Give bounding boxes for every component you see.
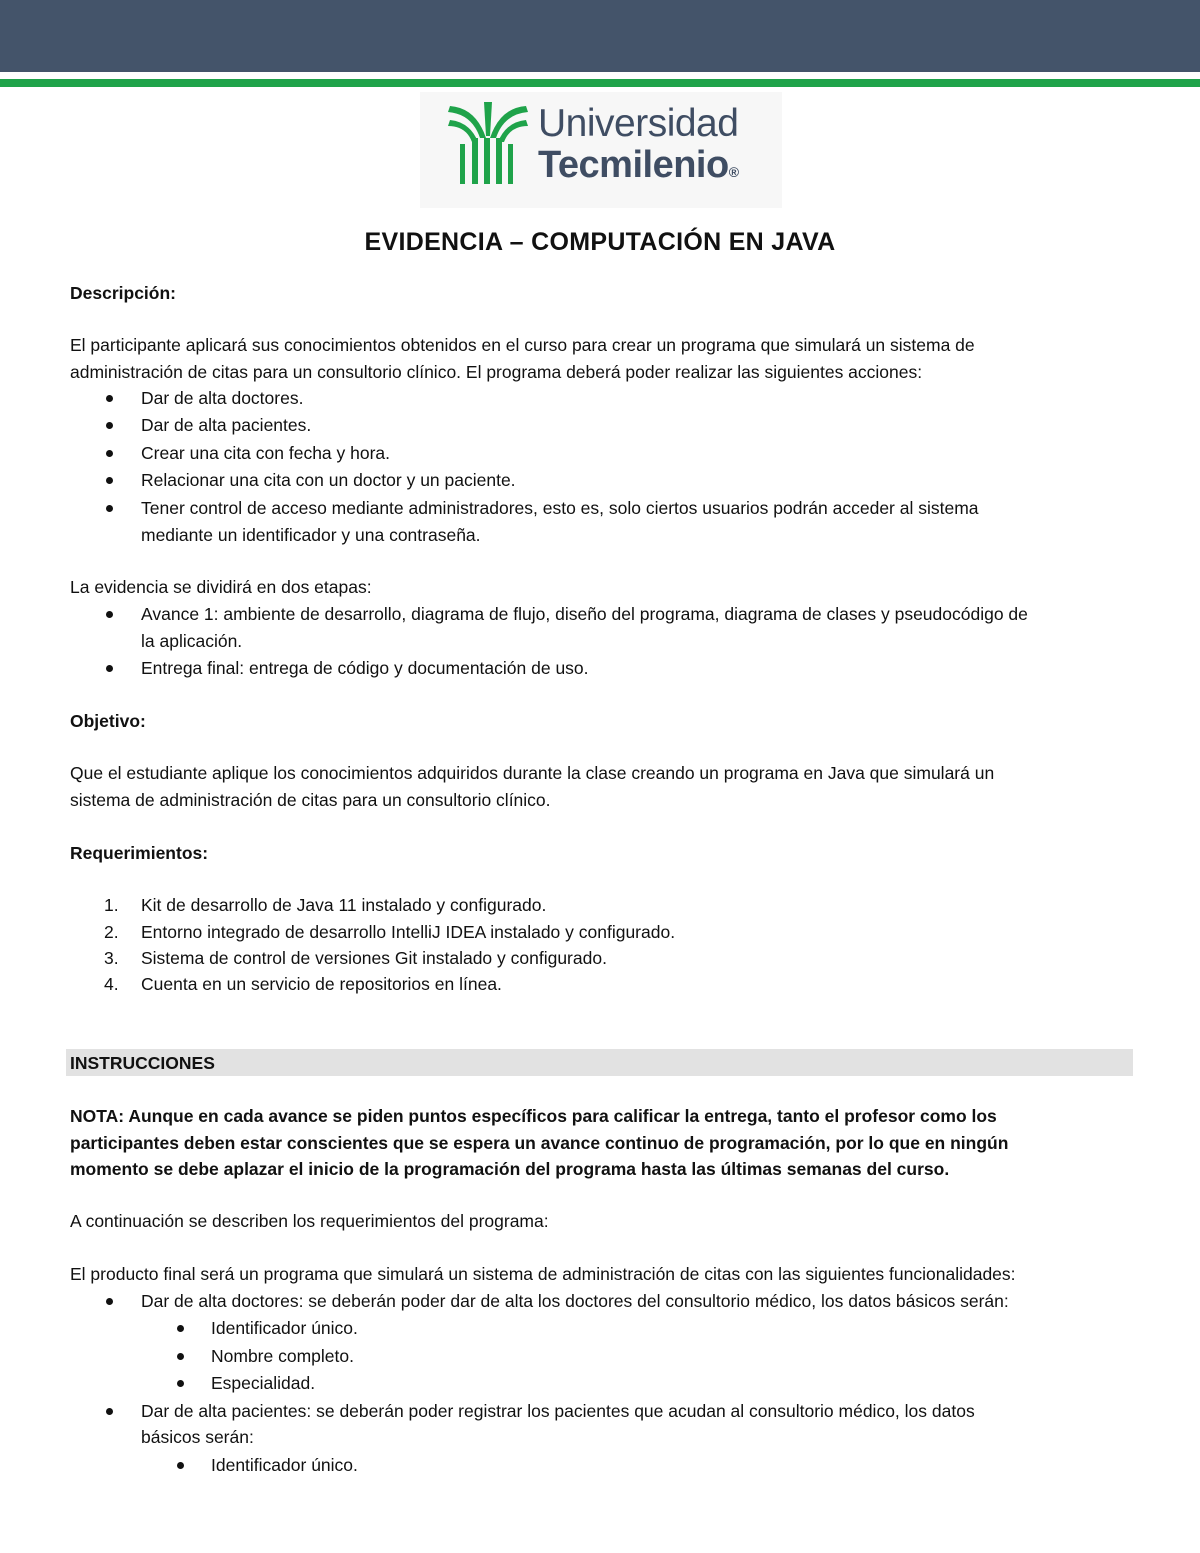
- list-item: Tener control de acceso mediante administradores, esto es, solo ciertos usuarios podrán acceder al sistema: [141, 498, 979, 518]
- objetivo-paragraph-line-2: sistema de administración de citas para un consultorio clínico.: [70, 790, 551, 810]
- instrucciones-paragraph-2: El producto final será un programa que simulará un sistema de administración de citas con las siguientes funcionalidades:: [70, 1264, 1016, 1284]
- instrucciones-paragraph-1: A continuación se describen los requerimientos del programa:: [70, 1211, 549, 1231]
- objetivo-paragraph-line-1: Que el estudiante aplique los conocimientos adquiridos durante la clase creando un programa en Java que simulará un: [70, 763, 995, 783]
- nota-line-1: NOTA: Aunque en cada avance se piden puntos específicos para calificar la entrega, tanto el profesor como los: [70, 1106, 997, 1126]
- sub-list-item: Identificador único.: [211, 1318, 358, 1338]
- list-number: 1.: [104, 895, 119, 915]
- list-item: Entrega final: entrega de código y documentación de uso.: [141, 658, 589, 678]
- bullet-icon: [106, 477, 113, 484]
- bullet-icon: [177, 1462, 184, 1469]
- list-item: Dar de alta doctores: se deberán poder dar de alta los doctores del consultorio médico, los datos básicos serán:: [141, 1291, 1009, 1311]
- logo-line-1: Universidad: [538, 102, 739, 145]
- logo-line-2: [538, 144, 739, 187]
- descripcion-paragraph-line-2: administración de citas para un consultorio clínico. El programa deberá poder realizar las siguientes acciones:: [70, 362, 923, 382]
- section-header-background: [66, 1049, 1133, 1076]
- list-number: 2.: [104, 922, 119, 942]
- sub-list-item: Nombre completo.: [211, 1346, 354, 1366]
- nota-line-2: participantes deben estar conscientes que se espera un avance continuo de programación, por lo que en ningún: [70, 1133, 1009, 1153]
- document-title: EVIDENCIA – COMPUTACIÓN EN JAVA: [364, 228, 836, 256]
- nota-line-3: momento se debe aplazar el inicio de la programación del programa hasta las últimas semanas del curso.: [70, 1159, 950, 1179]
- list-item: Avance 1: ambiente de desarrollo, diagrama de flujo, diseño del programa, diagrama de clases y pseudocódigo de: [141, 604, 1028, 624]
- list-item: Sistema de control de versiones Git instalado y configurado.: [141, 948, 607, 968]
- list-item-continuation: mediante un identificador y una contraseña.: [141, 525, 481, 545]
- etapas-intro: La evidencia se dividirá en dos etapas:: [70, 577, 372, 597]
- university-logo: [420, 92, 782, 208]
- list-item: Dar de alta doctores.: [141, 388, 304, 408]
- tecmilenio-leaf-icon: [446, 98, 530, 188]
- bullet-icon: [177, 1380, 184, 1387]
- list-item: Relacionar una cita con un doctor y un paciente.: [141, 470, 516, 490]
- list-item: Entorno integrado de desarrollo IntelliJ IDEA instalado y configurado.: [141, 922, 676, 942]
- bullet-icon: [106, 1298, 113, 1305]
- bullet-icon: [177, 1353, 184, 1360]
- bullet-icon: [177, 1325, 184, 1332]
- list-item: Dar de alta pacientes: se deberán poder registrar los pacientes que acudan al consultorio médico, los datos: [141, 1401, 975, 1421]
- sub-list-item: Identificador único.: [211, 1455, 358, 1475]
- list-item: Crear una cita con fecha y hora.: [141, 443, 391, 463]
- descripcion-heading: Descripción:: [70, 283, 176, 303]
- list-number: 4.: [104, 974, 119, 994]
- list-item-continuation: la aplicación.: [141, 631, 243, 651]
- list-number: 3.: [104, 948, 119, 968]
- list-item: Kit de desarrollo de Java 11 instalado y configurado.: [141, 895, 547, 915]
- bullet-icon: [106, 1408, 113, 1415]
- bullet-icon: [106, 665, 113, 672]
- list-item-continuation: básicos serán:: [141, 1427, 254, 1447]
- bullet-icon: [106, 422, 113, 429]
- header-accent-line: [0, 79, 1200, 87]
- header-bar: [0, 0, 1200, 72]
- bullet-icon: [106, 505, 113, 512]
- bullet-icon: [106, 395, 113, 402]
- registered-mark: ®: [728, 164, 739, 180]
- objetivo-heading: Objetivo:: [70, 711, 146, 731]
- requerimientos-heading: Requerimientos:: [70, 843, 209, 863]
- sub-list-item: Especialidad.: [211, 1373, 316, 1393]
- descripcion-paragraph-line-1: El participante aplicará sus conocimientos obtenidos en el curso para crear un programa que simulará un sistema de: [70, 335, 975, 355]
- logo-line-2-text: Tecmilenio: [538, 144, 729, 186]
- instrucciones-heading: INSTRUCCIONES: [70, 1053, 215, 1073]
- list-item: Dar de alta pacientes.: [141, 415, 312, 435]
- list-item: Cuenta en un servicio de repositorios en línea.: [141, 974, 502, 994]
- bullet-icon: [106, 450, 113, 457]
- bullet-icon: [106, 611, 113, 618]
